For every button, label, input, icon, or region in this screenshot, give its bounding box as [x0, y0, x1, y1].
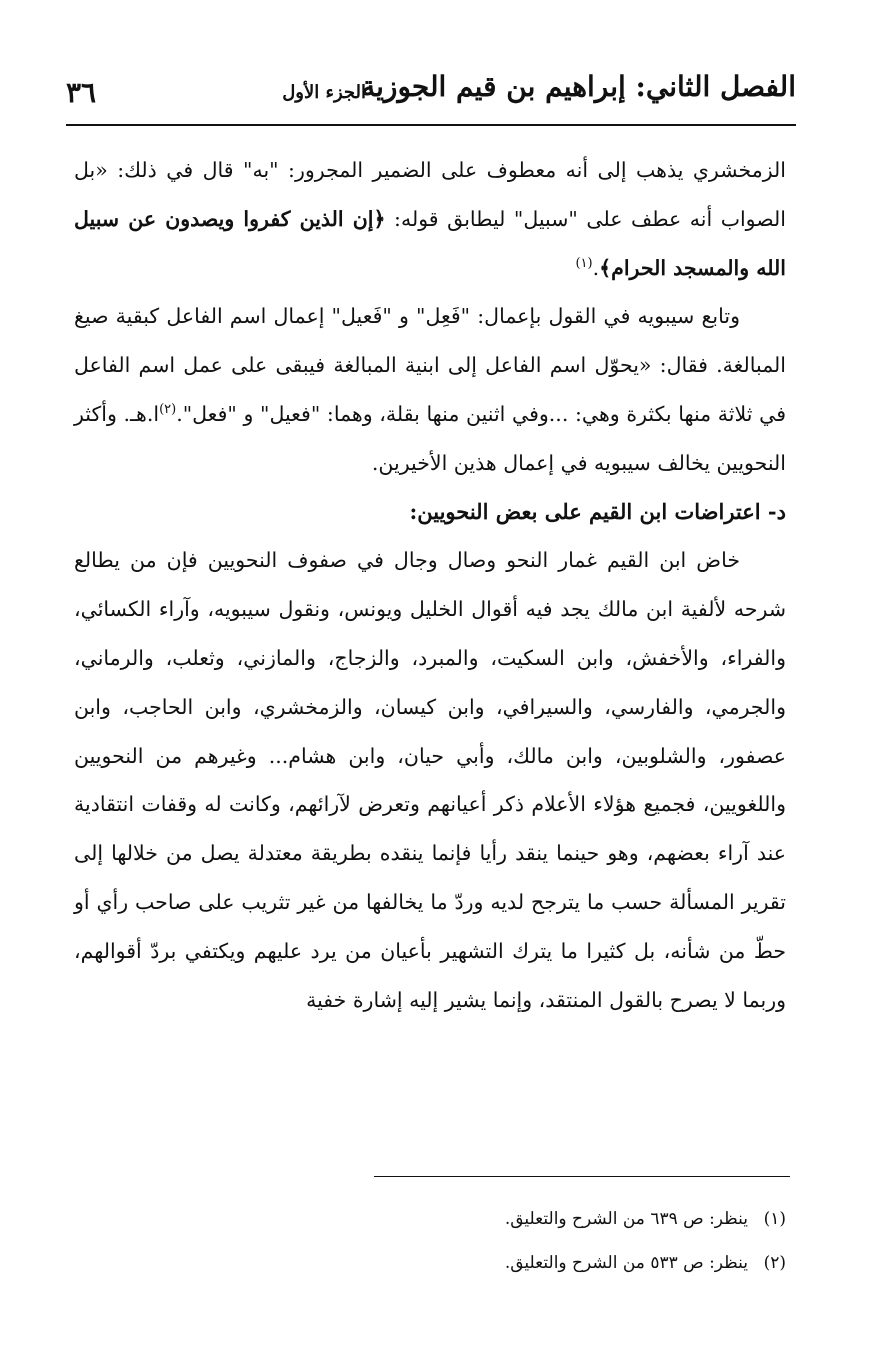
footnote-2 [120, 1241, 786, 1285]
page-header [66, 60, 796, 118]
footnote-number: (١) [763, 1209, 786, 1229]
footnote-ref-2[interactable]: (٢) [159, 402, 177, 418]
section-heading: د- اعتراضات ابن القيم على بعض النحويين: [409, 498, 786, 524]
paragraph-1-intro: الزمخشري يذهب إلى أنه معطوف على الضمير المجرور: "به" قال في ذلك: «بل الصواب أنه عطف على "سبيل" ليطابق قوله: [74, 158, 786, 231]
paragraph-2-text-a: وتابع سيبويه في القول بإعمال: "فَعِل" و "فَعيل" إعمال اسم الفاعل كبقية صيغ المبالغة. فقال: «يحوّل اسم الفاعل إلى ابنية المبالغة فيبقى على عمل اسم الفاعل في ثلاثة منها بكثرة وهي: ...وفي اثنين منها بقلة، وهما: "فعيل" و "فعل". [74, 304, 786, 426]
footnote-number: (٢) [763, 1253, 786, 1273]
footnote-1 [120, 1197, 786, 1241]
part-label: الجزء الأول [282, 82, 366, 103]
chapter-title: الفصل الثاني: إبراهيم بن قيم الجوزية [361, 70, 796, 103]
footnote-ref-1[interactable]: (١) [575, 255, 593, 271]
paragraph-3: خاض ابن القيم غمار النحو وصال وجال في صفوف النحويين فإن من يطالع شرحه لألفية ابن مالك يجد فيه أقوال الخليل ويونس، ونقول سيبويه، وآراء الكسائي، والفراء، والأخفش، وابن السكيت، والمبرد، والزجاج، والمازني، وثعلب، والرماني، والجرمي، والفارسي، والسيرافي، وابن كيسان، والزمخشري، وابن الحاجب، وابن عصفور، والشلوبين، وابن مالك، وأبي حيان، وابن هشام... وغيرهم من النحويين واللغويين، فجميع هؤلاء الأعلام ذكر أعيانهم وتعرض لآرائهم، وكانت له وقفات انتقادية عند آراء بعضهم، وهو حينما ينقد رأيا فإنما ينقده بطريقة معتدلة يصل من خلالها إلى تقرير المسألة حسب ما يترجح لديه وردّ ما يخالفها من غير تثريب على صاحب رأي أو حطّ من شأنه، بل كثيرا ما يترك التشهير بأعيان من يرد عليهم ويكتفي بردّ أقوالهم، وربما لا يصرح بالقول المنتقد، وإنما يشير إليه إشارة خفية [74, 548, 786, 1012]
paragraph-1 [74, 146, 786, 292]
footnote-rule [374, 1176, 790, 1177]
paragraph-2-text-b: ا.هـ. وأكثر النحويين يخالف سيبويه في إعمال هذين الأخيرين. [74, 401, 786, 475]
page-number: ٣٦ [66, 76, 97, 109]
header-rule [66, 124, 796, 126]
paragraph-1-end: . [592, 255, 600, 280]
footnote-text: ينظر: ص ٥٣٣ من الشرح والتعليق. [504, 1253, 748, 1273]
quran-verse: ﴿إن الذين كفروا ويصدون عن سبيل الله والمسجد الحرام﴾ [74, 206, 786, 280]
paragraph-2 [74, 292, 786, 487]
main-text [74, 146, 786, 1024]
footnotes [120, 1197, 786, 1285]
footnote-text: ينظر: ص ٦٣٩ من الشرح والتعليق. [504, 1209, 748, 1229]
